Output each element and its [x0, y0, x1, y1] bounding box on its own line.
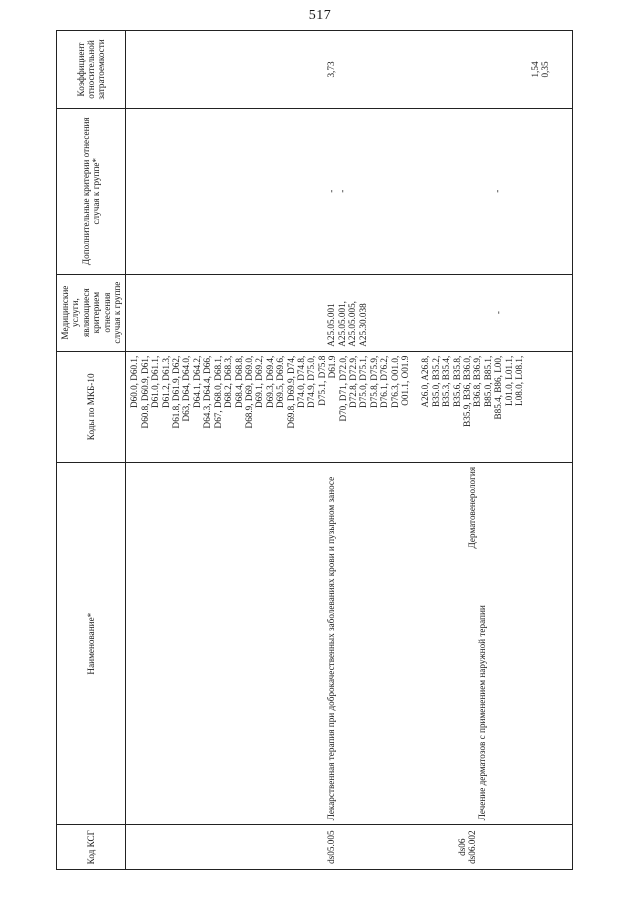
row-name: Лечение дерматозов с применением наружной терапии — [477, 605, 488, 821]
table-row — [126, 31, 573, 870]
row-code: ds06 — [456, 838, 467, 856]
icd-code-line: D61.8, D61.9, D62, — [171, 355, 182, 429]
icd-code-line: L01.0, L01.1, — [503, 355, 514, 406]
icd-code-line: D68.2, D68.3, — [223, 355, 234, 409]
header-name: Наименование* — [57, 462, 126, 824]
service-code-line: A25.05.001, — [336, 301, 347, 347]
icd-code-line: D61.2, D61.3, — [160, 355, 171, 409]
icd-code-line: D69.8, D69.9, D74, — [285, 355, 296, 429]
header-coef: Коэффициент относительной затратоемкости — [57, 31, 126, 109]
icd-code-line: D61.9 — [327, 355, 338, 379]
icd-code-line: D67, D68.0, D68.1, — [212, 355, 223, 429]
services-cell — [126, 274, 573, 351]
service-code-line: A25.05.001 — [326, 303, 337, 347]
icd-code-line: D60.8, D60.9, D61, — [139, 355, 150, 429]
row-coef: 0,35 — [540, 61, 551, 78]
header-code: Код КСГ — [57, 825, 126, 870]
icd-code-line: D68.9, D69, D69.0, — [243, 355, 254, 429]
header-icd: Коды по МКБ-10 — [57, 351, 126, 462]
header-extra: Дополнительные критерии отнесения случая к группе* — [57, 108, 126, 274]
icd-code-line: D63, D64, D64.0, — [181, 355, 192, 422]
icd-code-line: D72.8, D72.9, — [347, 355, 358, 409]
service-code-line: A25.05.005, — [347, 301, 358, 347]
icd-code-line: D75.0, D75.1, — [358, 355, 369, 409]
icd-code-line: D74.9, D75.0, — [306, 355, 317, 409]
icd-code-line: D60.0, D60.1, — [129, 355, 140, 409]
icd-code-line: D69.1, D69.2, — [254, 355, 265, 409]
icd-cell — [126, 351, 573, 462]
row-name: Лекарственная терапия при доброкачественных заболеваниях крови и пузырном заносе — [326, 476, 337, 821]
icd-code-line: B85.4, B86, L00, — [493, 355, 504, 420]
icd-code-line: D75.8, D75.9, — [368, 355, 379, 409]
name-cell — [126, 462, 573, 824]
row-coef: 1,54 — [529, 61, 540, 78]
icd-code-line: D68.4, D68.8, — [233, 355, 244, 409]
icd-code-line: D76.1, D76.2, — [379, 355, 390, 409]
icd-code-line: D69.3, D69.4, — [264, 355, 275, 409]
page-number: 517 — [308, 8, 332, 23]
icd-code-line: B35.6, B35.8, — [451, 355, 462, 408]
row-code: ds06.002 — [467, 830, 478, 864]
icd-code-line: B36.8, B36.9, — [472, 355, 483, 408]
extra-cell — [126, 108, 573, 274]
extra-criteria-line: - — [326, 189, 337, 193]
icd-code-line: D64.1, D64.2, — [191, 355, 202, 409]
icd-code-line: O01.1, O01.9 — [400, 355, 410, 406]
row-code: ds05.005 — [326, 830, 337, 864]
icd-code-line: A26.0, A26.8, — [420, 355, 431, 408]
icd-code-line: D64.3, D64.4, D66, — [202, 355, 213, 429]
icd-code-line: D76.3, O01.0, — [389, 355, 400, 409]
icd-code-line: B35.3, B35.4, — [441, 355, 452, 408]
row-coef: 3,73 — [326, 61, 337, 78]
icd-code-line: D75.1, D75.8 — [316, 355, 327, 406]
extra-criteria-line: - — [336, 189, 347, 193]
ksg-table — [56, 30, 573, 870]
header-services: Медицинские услуги, являющиеся критерием отнесения случая к группе — [57, 274, 126, 351]
service-code-line: A25.30.038 — [357, 303, 368, 347]
icd-code-line: B85.0, B85.1, — [482, 355, 493, 408]
row-name: Дерматовенерология — [466, 466, 477, 549]
icd-code-line: L08.0, L08.1, — [514, 355, 525, 406]
icd-code-line: B35.9, B36, B36.0, — [462, 355, 473, 427]
code-cell — [126, 825, 573, 870]
coef-cell — [126, 31, 573, 109]
icd-code-line: B35.0, B35.2, — [430, 355, 441, 408]
extra-criteria-line: - — [492, 189, 503, 193]
icd-code-line: D69.5, D69.6, — [275, 355, 286, 409]
rotated-table-page — [56, 30, 616, 870]
table-header-row — [57, 31, 126, 870]
service-code-line: - — [493, 311, 504, 315]
icd-code-line: D61.0, D61.1, — [150, 355, 161, 409]
icd-code-line: D74.0, D74.8, — [295, 355, 306, 409]
icd-code-line: D70, D71, D72.0, — [337, 355, 348, 422]
